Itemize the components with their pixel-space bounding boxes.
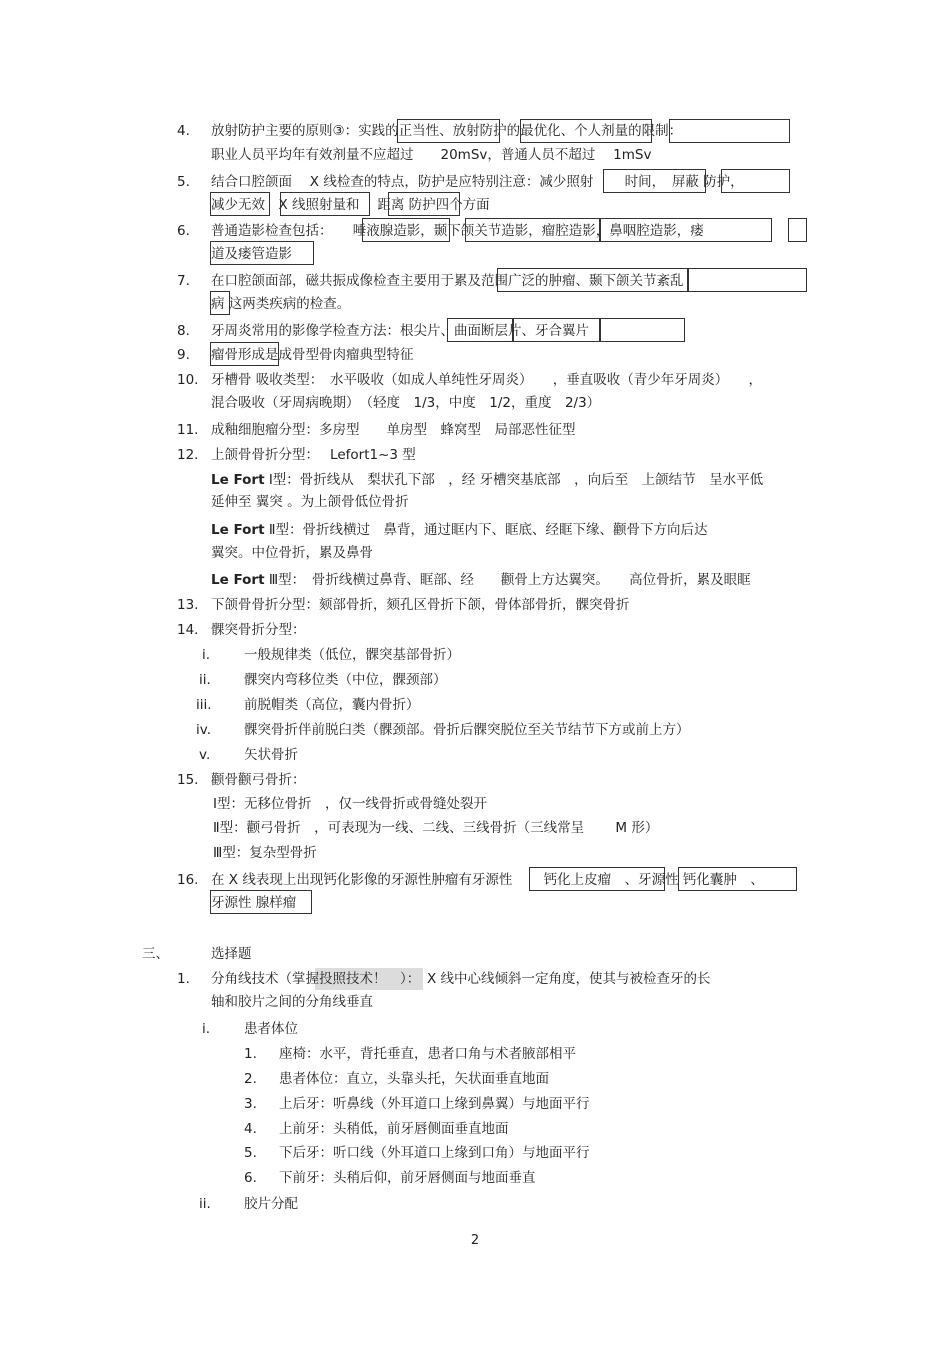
step-text: 上前牙：头稍低，前牙唇侧面垂直地面 xyxy=(279,1121,509,1137)
lefort-text: Ⅲ型： 骨折线横过鼻背、眶部、经 颧骨上方达翼突。 高位骨折，累及眼眶 xyxy=(264,572,751,588)
q1-text-b: ）： X 线中心线倾斜一定角度，使其与被检查牙的长 xyxy=(386,971,711,987)
item-text: 职业人员平均年有效剂量不应超过 20mSv，普通人员不超过 1mSv xyxy=(211,147,652,163)
item-text: 翼突。中位骨折，累及鼻骨 xyxy=(211,545,373,561)
lefort-text: Ⅰ型：骨折线从 梨状孔下部 ，经 牙槽突基底部 ，向后至 上颌结节 呈水平低 xyxy=(264,472,764,488)
step-number: 5. xyxy=(244,1145,257,1161)
sub-number: i. xyxy=(202,1021,211,1037)
item-number: 4. xyxy=(177,123,190,139)
item-text: 牙周炎常用的影像学检查方法：根尖片、曲面断层片、牙合翼片 xyxy=(211,323,589,339)
answer-box xyxy=(599,318,685,342)
step-text: 座椅：水平，背托垂直，患者口角与术者腋部相平 xyxy=(279,1046,576,1062)
item-text: 牙源性 腺样瘤 xyxy=(211,895,297,911)
q1-text-a: 分角线技术（掌 xyxy=(211,971,306,987)
item-number: 15. xyxy=(177,772,199,788)
sub-text: 矢状骨折 xyxy=(244,747,298,763)
item-text: 延伸至 翼突 。为上颌骨低位骨折 xyxy=(211,494,409,510)
item-number: 7. xyxy=(177,273,190,289)
item-text: 减少无效 X 线照射量和 距离 防护四个方面 xyxy=(211,197,490,213)
sub-text: 一般规律类（低位，髁突基部骨折） xyxy=(244,647,460,663)
highlighted-text: 握投照技术！ xyxy=(305,971,387,987)
answer-box xyxy=(788,218,807,242)
item-text: 结合口腔颌面 X 线检查的特点，防护是应特别注意：减少照射 时间， 屏蔽 防护， xyxy=(211,174,744,190)
step-text: 患者体位：直立，头靠头托，矢状面垂直地面 xyxy=(279,1071,549,1087)
item-text: 牙槽骨 吸收类型： 水平吸收（如成人单纯性牙周炎） ，垂直吸收（青少年牙周炎） ， xyxy=(211,372,763,388)
lefort-label: Le Fort xyxy=(211,472,265,488)
item-text: 下颌骨骨折分型：颏部骨折，颏孔区骨折下颌，骨体部骨折，髁突骨折 xyxy=(211,597,630,613)
item-text: 普通造影检查包括： 唾液腺造影，颞下颌关节造影，瘤腔造影，鼻咽腔造影，瘘 xyxy=(211,223,704,239)
sub-text: 患者体位 xyxy=(244,1021,298,1037)
item-number: 8. xyxy=(177,323,190,339)
sub-text: 胶片分配 xyxy=(244,1196,298,1212)
page-number: 2 xyxy=(470,1233,480,1248)
section-number: 三、 xyxy=(142,946,169,962)
sub-text: 髁突骨折伴前脱臼类（髁颈部。骨折后髁突脱位至关节结节下方或前上方） xyxy=(244,722,690,738)
step-number: 3. xyxy=(244,1096,257,1112)
answer-box xyxy=(687,268,807,292)
answer-box xyxy=(669,119,790,143)
lefort-label: Le Fort xyxy=(211,572,265,588)
item-text: 在 X 线表现上出现钙化影像的牙源性肿瘤有牙源性 钙化上皮瘤 、牙源性 钙化囊肿 、 xyxy=(211,872,764,888)
item-number: 1. xyxy=(177,971,190,987)
sub-number: iii. xyxy=(196,697,212,713)
item-number: 11. xyxy=(177,422,199,438)
step-text: 下后牙：听口线（外耳道口上缘到口角）与地面平行 xyxy=(279,1145,590,1161)
item-number: 16. xyxy=(177,872,199,888)
sub-number: ii. xyxy=(199,1196,211,1212)
item-number: 9. xyxy=(177,347,190,363)
item-text: 放射防护主要的原则③：实践的正当性、放射防护的最优化、个人剂量的限制： xyxy=(211,123,683,139)
section-title: 选择题 xyxy=(211,946,252,962)
item-text xyxy=(211,571,751,589)
item-text: 瘤骨形成是成骨型骨肉瘤典型特征 xyxy=(211,347,414,363)
sub-number: i. xyxy=(202,647,211,663)
sub-text: 髁突内弯移位类（中位，髁颈部） xyxy=(244,672,447,688)
item-text: 混合吸收（牙周病晚期） （轻度 1/3，中度 1/2，重度 2/3） xyxy=(211,395,601,411)
item-number: 12. xyxy=(177,447,199,463)
step-number: 2. xyxy=(244,1071,257,1087)
item-text xyxy=(211,521,707,539)
item-text xyxy=(211,970,711,988)
item-number: 6. xyxy=(177,223,190,239)
item-text: Ⅲ型：复杂型骨折 xyxy=(213,845,317,861)
item-number: 13. xyxy=(177,597,199,613)
step-number: 4. xyxy=(244,1121,257,1137)
lefort-text: Ⅱ型：骨折线横过 鼻背，通过眶内下、眶底、经眶下缘、颧骨下方向后达 xyxy=(264,522,708,538)
step-text: 上后牙：听鼻线（外耳道口上缘到鼻翼）与地面平行 xyxy=(279,1096,590,1112)
step-text: 下前牙：头稍后仰，前牙唇侧面与地面垂直 xyxy=(279,1170,536,1186)
item-text: 病 这两类疾病的检查。 xyxy=(211,296,351,312)
item-number: 10. xyxy=(177,372,199,388)
item-text: 髁突骨折分型： xyxy=(211,622,306,638)
item-text: 轴和胶片之间的分角线垂直 xyxy=(211,994,373,1010)
step-number: 1. xyxy=(244,1046,257,1062)
sub-text: 前脱帽类（高位，囊内骨折） xyxy=(244,697,420,713)
item-text: 上颌骨骨折分型： Lefort1~3 型 xyxy=(211,447,416,463)
item-number: 5. xyxy=(177,174,190,190)
item-text xyxy=(211,471,763,489)
item-text: 在口腔颌面部，磁共振成像检查主要用于累及范围广泛的肿瘤、颞下颌关节紊乱 xyxy=(211,273,684,289)
sub-number: iv. xyxy=(196,722,211,738)
lefort-label: Le Fort xyxy=(211,522,265,538)
sub-number: v. xyxy=(199,747,211,763)
sub-number: ii. xyxy=(199,672,211,688)
item-number: 14. xyxy=(177,622,199,638)
item-text: 成釉细胞瘤分型：多房型 单房型 蜂窝型 局部恶性征型 xyxy=(211,422,576,438)
step-number: 6. xyxy=(244,1170,257,1186)
item-text: 道及瘘管造影 xyxy=(211,246,292,262)
item-text: Ⅰ型：无移位骨折 ，仅一线骨折或骨缝处裂开 xyxy=(213,796,487,812)
item-text: 颧骨颧弓骨折： xyxy=(211,772,306,788)
item-text: Ⅱ型：颧弓骨折 ，可表现为一线、二线、三线骨折（三线常呈 M 形） xyxy=(213,820,659,836)
